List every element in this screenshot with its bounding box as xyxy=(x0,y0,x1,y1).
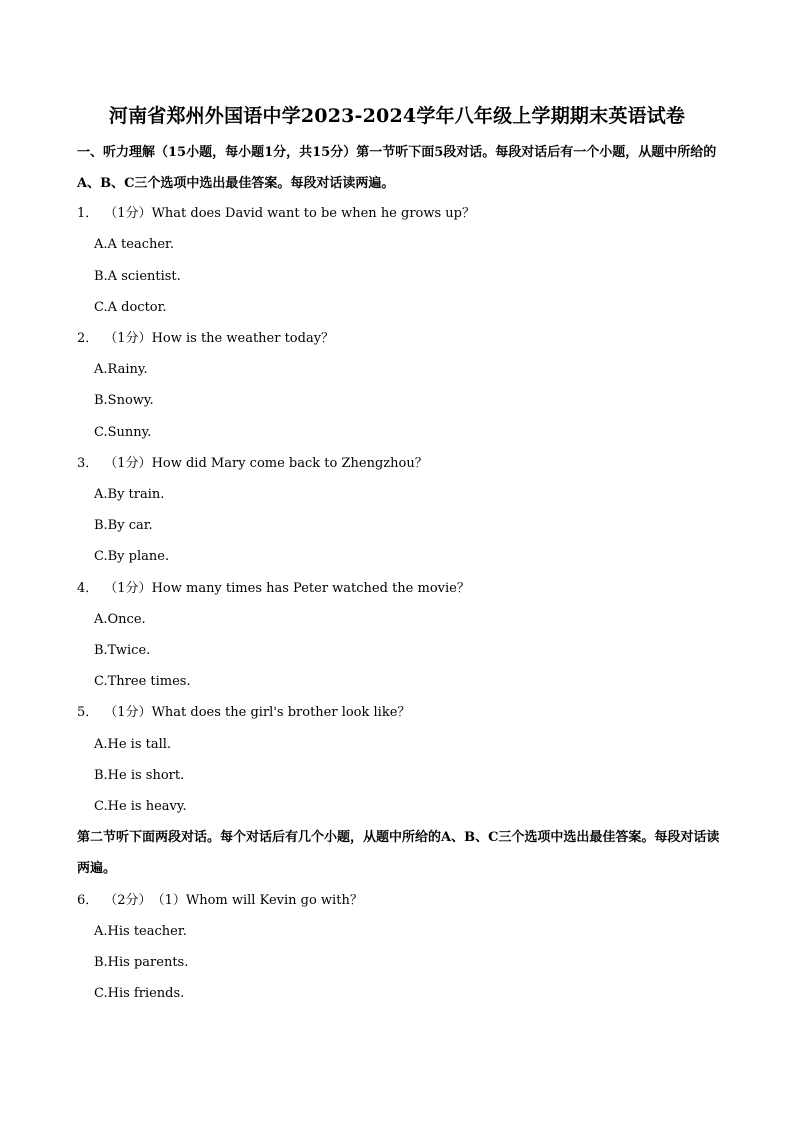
question-points: （1分） xyxy=(104,456,152,471)
option-a: A.A teacher. xyxy=(94,237,174,252)
option-b: B.He is short. xyxy=(94,768,185,783)
question-stem: What does the girl's brother look like？ xyxy=(151,705,411,720)
section-1-heading: 一、听力理解（15小题，每小题1分，共15分）第一节听下面5段对话。每段对话后有一个小题，从题中所给的A、B、C三个选项中选出最佳答案。每段对话读两遍。 xyxy=(77,145,717,191)
option-c: C.By plane. xyxy=(94,549,170,564)
question-points: （1分） xyxy=(104,705,152,720)
question-3 xyxy=(77,455,428,473)
question-number: 6． xyxy=(77,893,99,908)
question-number: 2． xyxy=(77,331,99,346)
option-a: A.He is tall. xyxy=(94,737,172,752)
section-2-heading: 第二节听下面两段对话。每个对话后有几个小题，从题中所给的A、B、C三个选项中选出最佳答案。每段对话读两遍。 xyxy=(77,830,720,876)
question-points: （2分） xyxy=(104,893,152,908)
question-2 xyxy=(77,330,334,348)
option-c: C.His friends. xyxy=(94,986,185,1001)
option-c: C.Three times. xyxy=(94,674,191,689)
option-a: A.By train. xyxy=(94,487,165,502)
option-c: C.He is heavy. xyxy=(94,799,187,814)
question-stem: How did Mary come back to Zhengzhou？ xyxy=(151,456,428,471)
option-b: B.By car. xyxy=(94,518,153,533)
question-points: （1分） xyxy=(104,206,152,221)
question-4 xyxy=(77,580,470,598)
question-stem: How many times has Peter watched the movie？ xyxy=(151,581,470,596)
question-stem: How is the weather today？ xyxy=(151,331,335,346)
question-points: （1分） xyxy=(104,581,152,596)
question-stem: （1）Whom will Kevin go with？ xyxy=(151,893,363,908)
question-1 xyxy=(77,205,475,223)
question-number: 1． xyxy=(77,206,99,221)
option-c: C.A doctor. xyxy=(94,300,167,315)
question-number: 5． xyxy=(77,705,99,720)
option-a: A.Rainy. xyxy=(94,362,148,377)
question-points: （1分） xyxy=(104,331,152,346)
question-6 xyxy=(77,892,363,910)
question-5 xyxy=(77,704,410,722)
option-c: C.Sunny. xyxy=(94,425,152,440)
option-a: A.Once. xyxy=(94,612,146,627)
option-b: B.A scientist. xyxy=(94,269,181,284)
question-stem: What does David want to be when he grows up？ xyxy=(151,206,476,221)
option-b: B.Snowy. xyxy=(94,393,154,408)
option-b: B.Twice. xyxy=(94,643,151,658)
option-b: B.His parents. xyxy=(94,955,189,970)
option-a: A.His teacher. xyxy=(94,924,187,939)
page-title: 河南省郑州外国语中学2023-2024学年八年级上学期期末英语试卷 xyxy=(108,105,686,127)
question-number: 3． xyxy=(77,456,99,471)
question-number: 4． xyxy=(77,581,99,596)
